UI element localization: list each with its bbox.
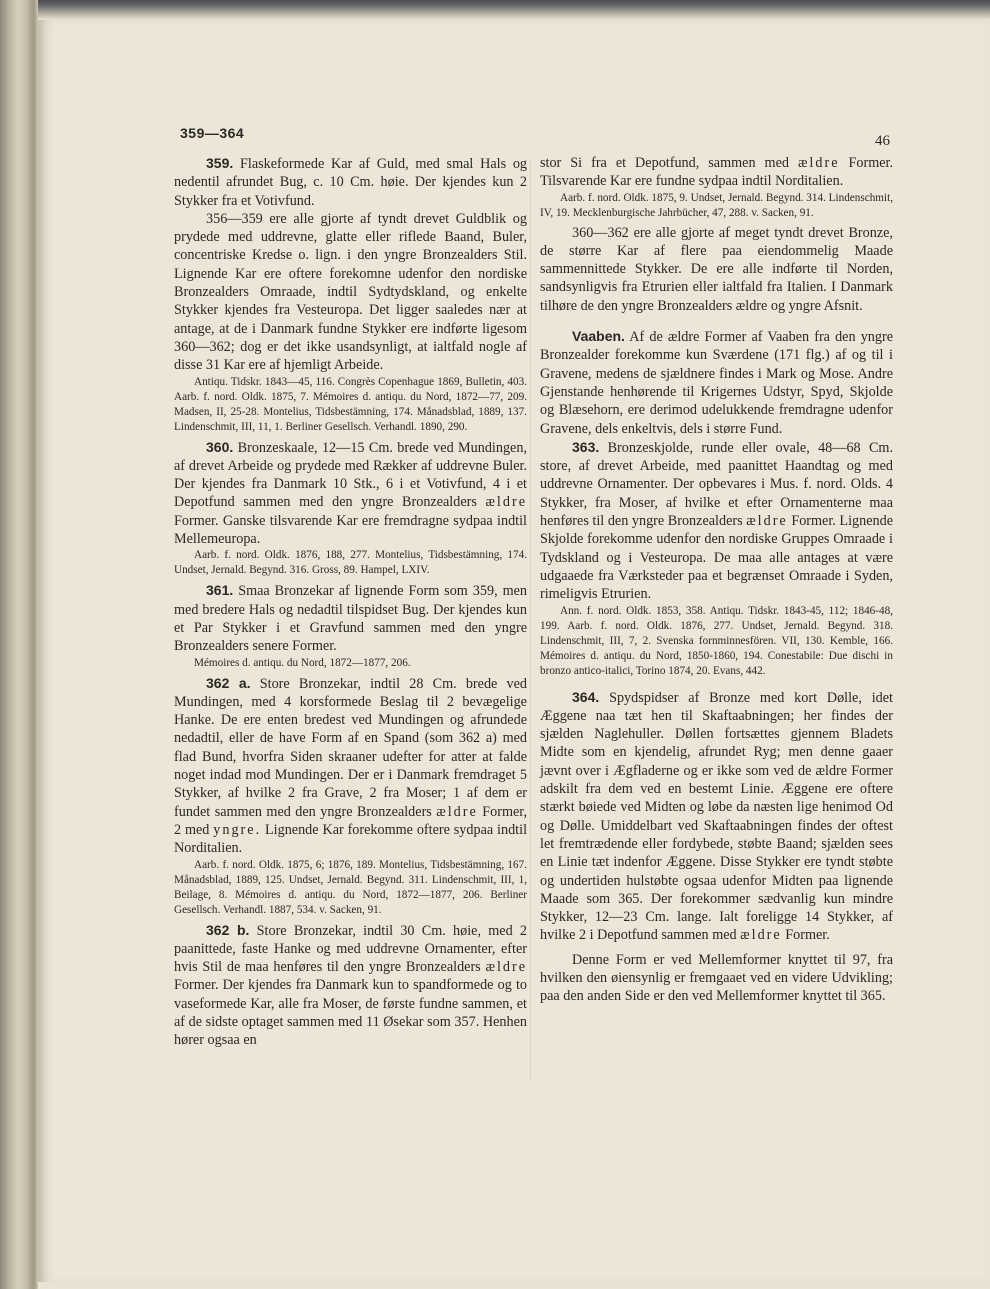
- paragraph-364-form: Denne Form er ved Mellemformer knyttet til 97, fra hvilken den øiensynlig er fremgaaet ved en videre Udvikling; paa den anden Side er den ved Mellemformer knyttet til 365.: [540, 951, 893, 1005]
- entry-text: Bronzeskaale, 12—15 Cm. brede ved Mundingen, af drevet Arbeide og prydede med Rækker af uddrevne Buler. Der kjendes fra Danmark 10 Stk., 6 i et Votivfund, 4 i et Depotfund sammen med den yngre Bronzealders: [174, 439, 527, 511]
- entry-text: Spydspidser af Bronze med kort Dølle, idet Æggene naa tæt hen til Skaftaabningen; her findes der sjælden Naglehuller. Døllen fortsættes gjennem Bladets Midte som en kjendelig, afrundet Ryg; men denne gaaer jævnt over i Ægfladerne og er ikke som ved de ældre Former adskilt fra dem ved en bestemt Linie. Æggene ere oftere stærkt bøiede ved Midten og løbe da næsten lige henimod Od og Dølle. Umiddelbart ved Skaftaabningen findes der oftest let fremtrædende eller fordybede, støbte Baand; sjælden sees en Linie tæt indenfor Æggene. Disse Stykker ere tyndt støbte og undertiden hulstøbte ogsaa udenfor Midten paa lignende Maade som 365. Der forekommer sædvanlig kun mindre Stykker, 12—23 Cm. lange. Ialt foreligge 14 Stykker, af hvilke 2 i Depotfund sammen med: [540, 689, 893, 944]
- entry-number: 360.: [206, 438, 234, 455]
- entry-number: 361.: [206, 582, 234, 599]
- spaced-word: ældre: [797, 155, 840, 171]
- spaced-word: yngre.: [213, 821, 262, 838]
- entry-362a: [174, 674, 527, 858]
- entry-text-cont: Former. Der kjendes fra Danmark kun to spandformede og to vaseformede Kar, alle fra Moser, de første fundne sammen, et af de sidste optaget sammen med 11 Øsekar som 357. Henhen hører ogsaa en: [174, 977, 527, 1049]
- running-header-range: 359—364: [180, 125, 245, 141]
- continuation-362b: [540, 154, 893, 191]
- spaced-word: ældre: [740, 927, 782, 944]
- references-361: Mémoires d. antiqu. du Nord, 1872—1877, 206.: [194, 656, 411, 669]
- spaced-word: ældre: [746, 513, 788, 530]
- entry-number: 362 b.: [206, 921, 250, 938]
- paragraph-360-362: 360—362 ere alle gjorte af meget tyndt drevet Bronze, de større Kar af flere paa eiendommelig Maade sammennittede Stykker. De ere alle indførte til Norden, sandsynligvis fra Etrurien eller ialtfald fra Italien. I Danmark tilhøre de den yngre Bronzealders ældre og yngre Afsnit.: [540, 224, 893, 314]
- section-vaaben: [540, 327, 893, 438]
- entry-text-cont: Lignende Kar forekomme oftere sydpaa indtil Norditalien.: [174, 821, 528, 857]
- entry-number: 364.: [572, 688, 600, 705]
- entry-number: 363.: [572, 438, 600, 455]
- entry-text: Flaskeformede Kar af Guld, med smal Hals og nedentil afrundet Bug, c. 10 Cm. høie. Der kjendes kun 2 Stykker fra et Votivfund.: [174, 156, 528, 209]
- spaced-word: ældre: [485, 494, 527, 511]
- page-top-edge: [0, 0, 990, 20]
- entry-text: Bronzeskjolde, runde eller ovale, 48—68 Cm. store, af drevet Arbeide, med paanittet Haandtag og med uddrevne Ornamenter. Der opbevares i Mus. f. nord. Olds. 4 Stykker, fra Moser, af hvilke et efter Ornamenterne maa henføres til den yngre Bronzealders: [540, 439, 893, 530]
- references-363: Ann. f. nord. Oldk. 1853, 358. Antiqu. Tidskr. 1843-45, 112; 1846-48, 199. Aarb. f. nord. Oldk. 1876, 277. Undset, Jernald. Begynd. 318. Lindenschmit, III, 7, 2. Svenska fornminnesfören. VII, 130. Kemble, 166. Mémoires d. antiqu. du Nord, 1850-1860, 194. Conestabile: Due dischi in bronzo antico-italici, Torino 1874, 20. Evans, 442.: [540, 604, 893, 677]
- right-column: [540, 154, 893, 1006]
- section-gap: [540, 315, 893, 327]
- references-362a: Aarb. f. nord. Oldk. 1875, 6; 1876, 189. Montelius, Tidsbestämning, 167. Månadsblad, 1889, 125. Undset, Jernald. Begynd. 311. Lindenschmit, III, 1, Beilage, 8. Mémoires d. antiqu. du Nord, 1872—1877, 206. Berliner Gesellsch. Verhandl. 1887, 534. v. Sacken, 91.: [174, 858, 527, 916]
- page-number: 46: [875, 133, 890, 149]
- references-359: Antiqu. Tidskr. 1843—45, 116. Congrès Copenhague 1869, Bulletin, 403. Aarb. f. nord. Oldk. 1875, 7. Mémoires d. antiqu. du Nord, 1872—77, 209. Madsen, II, 25-28. Montelius, Tidsbestämning, 174. Månadsblad, 1889, 137. Lindenschmit, III, 11, 1. Berliner Gesellsch. Verhandl. 1890, 290.: [174, 375, 527, 433]
- entry-361: [174, 581, 527, 655]
- section-title: Vaaben.: [572, 328, 625, 345]
- entry-number: 359.: [206, 155, 234, 171]
- entry-text-cont: Former. Ganske tilsvarende Kar ere fremdragne sydpaa indtil Mellemeuropa.: [174, 512, 527, 548]
- entry-text: Store Bronzekar, indtil 30 Cm. høie, med 2 paanittede, faste Hanke og med uddrevne Ornamenter, efter hvis Stil de maa henføres til den yngre Bronzealders: [174, 922, 527, 976]
- entry-text: Store Bronzekar, indtil 28 Cm. brede ved Mundingen, med 4 korsformede Beslag til 2 bevægelige Hanke. De ere enten bredest ved Mundingen og afrundede nedadtil, eller de have Form af en Spand (som 362 a) med flad Bund, hvorfra Siden skraaner udefter for atter at falde noget indad mod Mundingen. Der er i Danmark fremdraget 5 Stykker, af hvilke 2 fra Grave, 2 fra Moser; 1 af dem er fundet sammen med den yngre Bronzealders: [174, 675, 527, 820]
- entry-text-cont: Former. Tilsvarende Kar ere fundne sydpaa indtil Norditalien.: [540, 155, 894, 190]
- section-text: Af de ældre Former af Vaaben fra den yngre Bronzealder forekomme kun Sværdene (171 flg.) af og til i Gravene, medens de sjældnere findes i Mark og Mose. Andre Gjenstande henhørende til Krigernes Udstyr, Spyd, Skjolde og Blæsehorn, ere derimod udelukkende fremdragne udenfor Gravene, dels enkeltvis, dels i større Fund.: [540, 329, 894, 437]
- book-binding: [0, 0, 38, 1289]
- references-362b: Aarb. f. nord. Oldk. 1875, 9. Undset, Jernald. Begynd. 314. Lindenschmit, IV, 19. Mecklenburgische Jahrbücher, 47, 288. v. Sacken, 91.: [540, 191, 893, 219]
- entry-359: [174, 154, 527, 210]
- references-360: Aarb. f. nord. Oldk. 1876, 188, 277. Montelius, Tidsbestämning, 174. Undset, Jernald. Begynd. 316. Gross, 89. Hampel, LXIV.: [174, 549, 527, 577]
- entry-362b: [174, 921, 527, 1050]
- entry-text-mid: Former, 2 med: [174, 803, 528, 838]
- column-gutter: [530, 160, 531, 1080]
- spaced-word: ældre: [436, 803, 478, 820]
- entry-text-cont: Former. Lignende Skjolde forekomme udenfor den nordiske Gruppes Omraade i Tydskland og i Vesteuropa. De maa alle antages at være udgaaede fra Værksteder paa et begrænset Omraade i Syden, rimeligvis Etrurien.: [540, 513, 893, 603]
- left-column: [174, 154, 527, 1050]
- spaced-word: ældre: [485, 959, 528, 976]
- entry-363: [540, 438, 893, 604]
- entry-364: [540, 688, 893, 945]
- entry-360: [174, 438, 527, 549]
- paragraph-356-359: 356—359 ere alle gjorte af tyndt drevet Guldblik og prydede med uddrevne, glatte eller riflede Baand, Buler, concentriske Kredse o. lign. i den yngre Bronzealders Stil. Lignende Kar ere oftere forekomne udenfor den nordiske Bronzealders Omraade, indtil Sydtydskland, og enkelte Stykker kjendes fra Vesteuropa. Det ligger saaledes nær at antage, at de i Danmark fundne Stykker ere indførte ligesom 360—362; dog er det ikke usandsynligt, at ialtfald nogle af disse 31 Kar ere af hjemligt Arbeide.: [174, 210, 527, 374]
- entry-text: stor Si fra et Depotfund, sammen med: [540, 155, 789, 171]
- entry-number: 362 a.: [206, 674, 251, 691]
- entry-text-cont: Former.: [785, 927, 830, 944]
- entry-text: Smaa Bronzekar af lignende Form som 359, men med bredere Hals og nedadtil tilspidset Bug. Der kjendes kun et Par Stykker i et Gravfund sammen med den yngre Bronzealders senere Former.: [174, 583, 527, 655]
